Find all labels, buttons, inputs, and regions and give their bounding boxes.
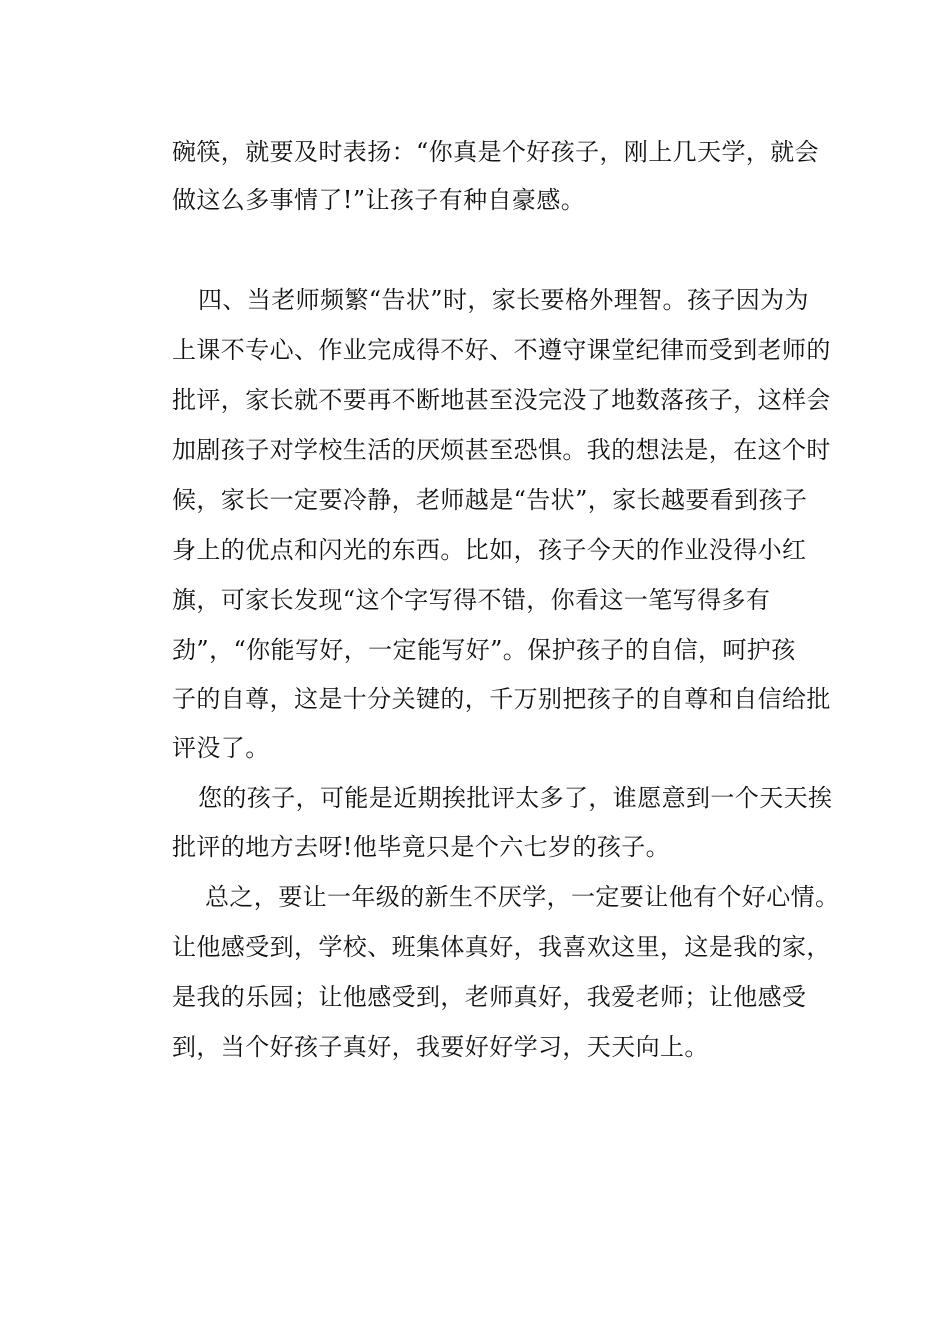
text-line: 旗，可家长发现“这个字写得不错，你看这一笔写得多有 (172, 586, 771, 614)
text-line: 到，当个好孩子真好，我要好好学习，天天向上。 (172, 1033, 709, 1061)
text-line: 上课不专心、作业完成得不好、不遵守课堂纪律而受到老师的 (172, 336, 831, 364)
text-line: 劲”，“你能写好，一定能写好”。保护孩子的自信，呵护孩 (172, 636, 796, 664)
text-line: 批评的地方去呀!他毕竟只是个六七岁的孩子。 (172, 833, 671, 861)
text-line: 评没了。 (172, 734, 270, 762)
section-heading-line: 四、当老师频繁“告状”时，家长要格外理智。孩子因为为 (198, 286, 809, 314)
text-line: 做这么多事情了!”让孩子有种自豪感。 (172, 186, 586, 214)
text-line: 碗筷，就要及时表扬：“你真是个好孩子，刚上几天学，就会 (172, 138, 820, 166)
text-line: 候，家长一定要冷静，老师越是“告状”，家长越要看到孩子 (172, 486, 808, 514)
text-line: 身上的优点和闪光的东西。比如，孩子今天的作业没得小红 (172, 536, 807, 564)
paragraph-start-line: 您的孩子，可能是近期挨批评太多了，谁愿意到一个天天挨 (198, 784, 833, 812)
text-line: 子的自尊，这是十分关键的，千万别把孩子的自尊和自信给批 (172, 685, 831, 713)
text-line: 批评，家长就不要再不断地甚至没完没了地数落孩子，这样会 (172, 386, 831, 414)
text-line: 是我的乐园；让他感受到，老师真好，我爱老师；让他感受 (172, 983, 807, 1011)
text-line: 加剧孩子对学校生活的厌烦甚至恐惧。我的想法是，在这个时 (172, 436, 831, 464)
text-line: 让他感受到，学校、班集体真好，我喜欢这里，这是我的家， (172, 933, 831, 961)
paragraph-start-line: 总之，要让一年级的新生不厌学，一定要让他有个好心情。 (205, 883, 840, 911)
